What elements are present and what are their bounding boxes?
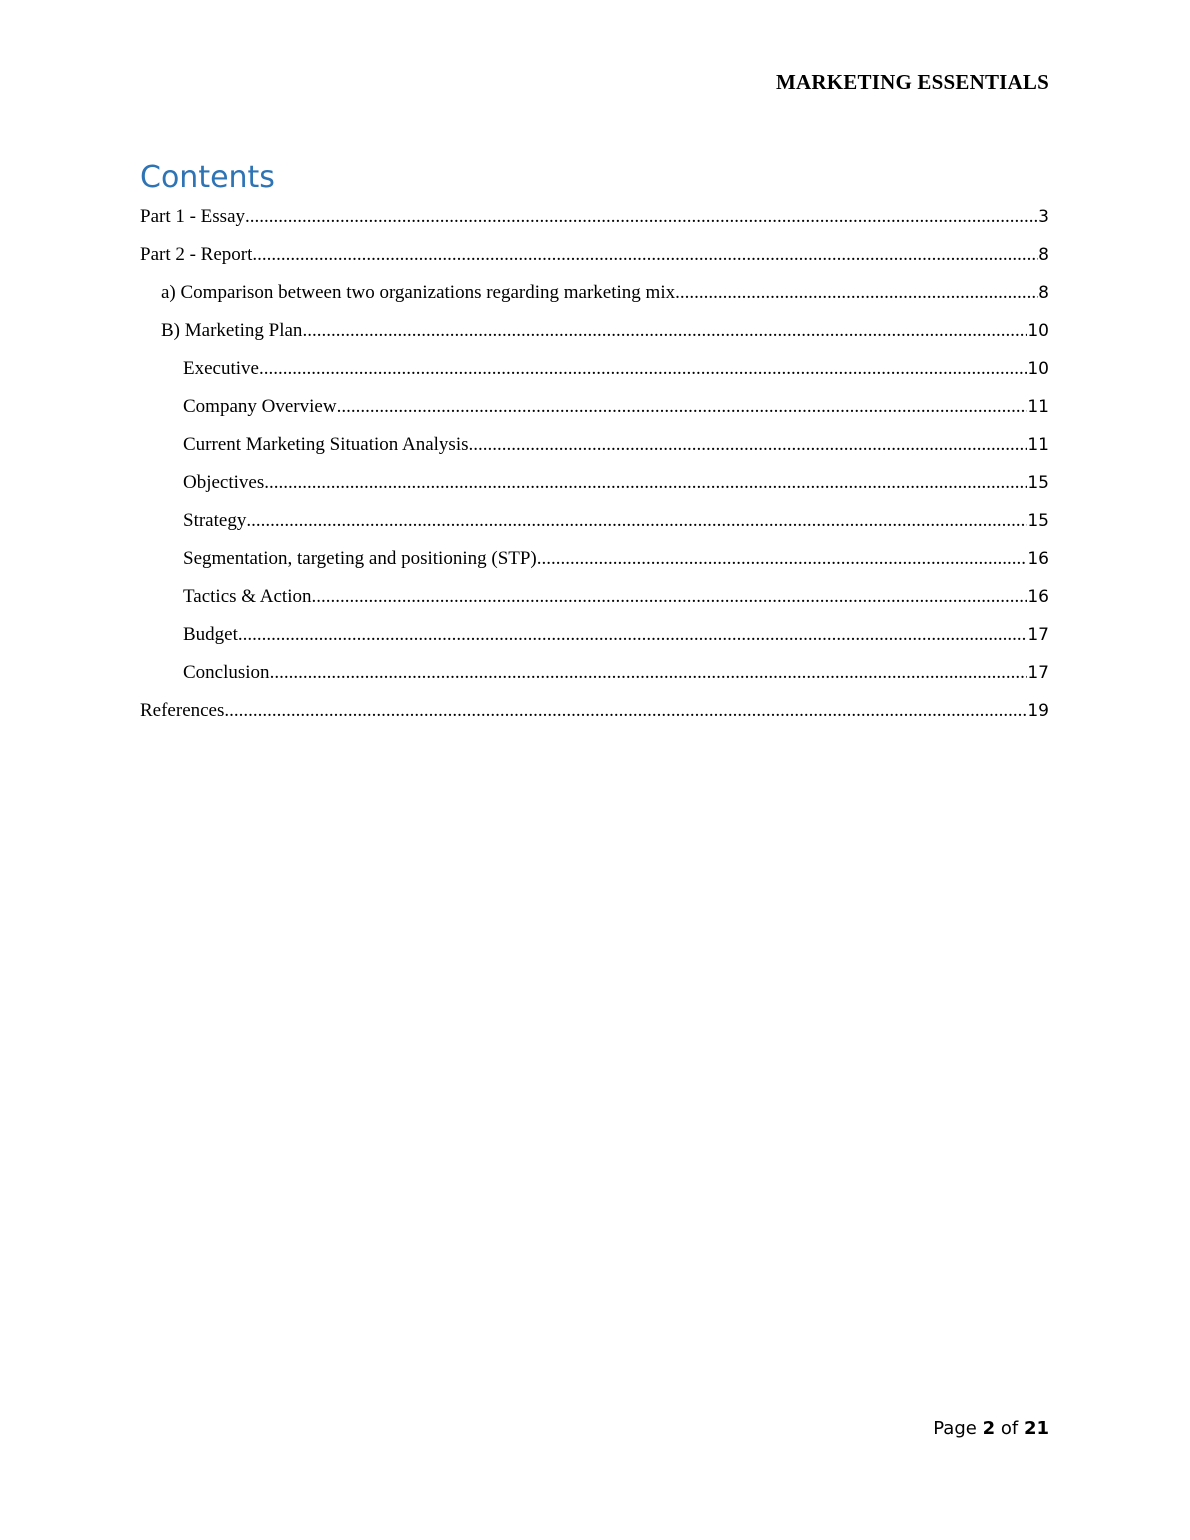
toc-entry-text: Conclusion — [183, 662, 270, 683]
toc-entry-text: a) Comparison between two organizations regarding marketing mix — [161, 282, 676, 303]
toc-leader-dots — [245, 198, 1038, 236]
toc-entry[interactable] — [140, 540, 1049, 578]
toc-entry[interactable] — [140, 616, 1049, 654]
toc-entry-page: 17 — [1027, 663, 1049, 683]
toc-leader-dots — [469, 426, 1028, 464]
toc-leader-dots — [259, 350, 1027, 388]
toc-entry-text: Company Overview — [183, 396, 337, 417]
toc-leader-dots — [264, 464, 1027, 502]
toc-entry[interactable] — [140, 578, 1049, 616]
toc-entry-page: 15 — [1027, 473, 1049, 493]
footer-page-label: Page — [933, 1418, 977, 1439]
toc-entry[interactable] — [140, 350, 1049, 388]
toc-entry-page: 8 — [1038, 283, 1049, 303]
toc-leader-dots — [337, 388, 1028, 426]
toc-entry[interactable] — [140, 502, 1049, 540]
toc-entry-text: Strategy — [183, 510, 247, 531]
table-of-contents — [140, 198, 1049, 730]
toc-entry-text: Part 2 - Report — [140, 244, 253, 265]
toc-entry-page: 8 — [1038, 245, 1049, 265]
toc-entry[interactable] — [140, 464, 1049, 502]
toc-entry-page: 19 — [1027, 701, 1049, 721]
toc-title: Contents — [140, 160, 275, 195]
toc-leader-dots — [270, 654, 1028, 692]
toc-entry-page: 17 — [1027, 625, 1049, 645]
running-header: MARKETING ESSENTIALS — [776, 70, 1049, 94]
toc-entry[interactable] — [140, 198, 1049, 236]
toc-entry[interactable] — [140, 426, 1049, 464]
toc-entry-page: 3 — [1038, 207, 1049, 227]
toc-entry[interactable] — [140, 654, 1049, 692]
toc-entry-page: 16 — [1027, 549, 1049, 569]
toc-entry-page: 10 — [1027, 359, 1049, 379]
toc-entry[interactable] — [140, 312, 1049, 350]
footer-total-pages: 21 — [1023, 1418, 1049, 1439]
toc-entry[interactable] — [140, 692, 1049, 730]
toc-leader-dots — [224, 692, 1027, 730]
toc-entry[interactable] — [140, 388, 1049, 426]
page-number-footer — [933, 1418, 1049, 1439]
toc-entry-page: 11 — [1027, 397, 1049, 417]
toc-entry-text: Segmentation, targeting and positioning (STP) — [183, 548, 537, 569]
toc-entry-text: Tactics & Action — [183, 586, 312, 607]
toc-entry-text: Part 1 - Essay — [140, 206, 246, 227]
footer-current-page: 2 — [982, 1418, 996, 1439]
footer-of-label: of — [1000, 1418, 1019, 1439]
toc-entry-page: 10 — [1027, 321, 1049, 341]
toc-entry[interactable] — [140, 236, 1049, 274]
toc-entry-page: 16 — [1027, 587, 1049, 607]
toc-entry-text: Budget — [183, 624, 238, 645]
toc-leader-dots — [252, 236, 1038, 274]
toc-leader-dots — [302, 312, 1027, 350]
toc-entry-text: Current Marketing Situation Analysis — [183, 434, 469, 455]
toc-entry-page: 15 — [1027, 511, 1049, 531]
toc-leader-dots — [675, 274, 1038, 312]
toc-entry-text: Objectives — [183, 472, 265, 493]
toc-leader-dots — [311, 578, 1027, 616]
toc-leader-dots — [238, 616, 1027, 654]
toc-entry-text: Executive — [183, 358, 259, 379]
toc-entry-page: 11 — [1027, 435, 1049, 455]
toc-leader-dots — [246, 502, 1027, 540]
toc-entry-text: References — [140, 700, 225, 721]
toc-entry[interactable] — [140, 274, 1049, 312]
toc-leader-dots — [537, 540, 1028, 578]
toc-entry-text: B) Marketing Plan — [161, 320, 303, 341]
